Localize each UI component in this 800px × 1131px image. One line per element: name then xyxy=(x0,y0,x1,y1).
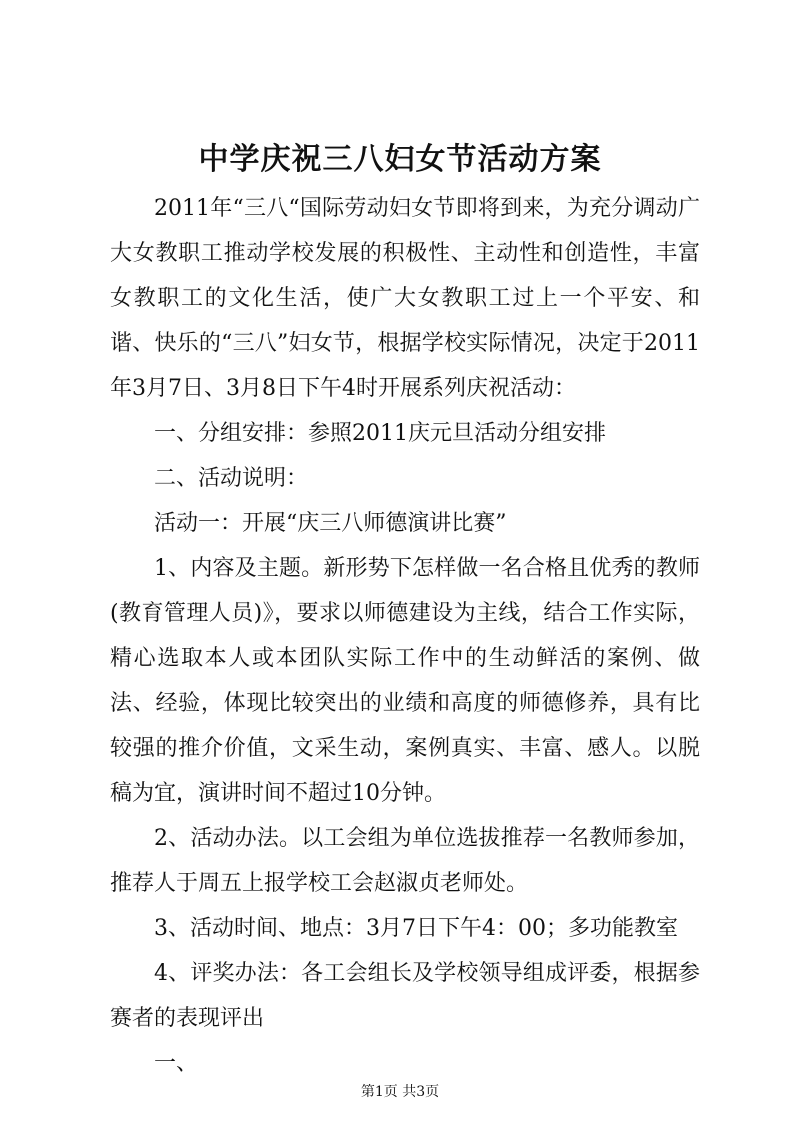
paragraph-trailing: 一、 xyxy=(154,1051,199,1076)
paragraph-judging: 4、评奖办法：各工会组长及学校领导组成评委，根据参赛者的表现评出 xyxy=(110,961,700,1031)
page-footer: 第1页 共3页 xyxy=(360,1084,440,1100)
paragraph-intro: 2011年“三八“国际劳动妇女节即将到来，为充分调动广大女教职工推动学校发展的积极性、主动性和创造性，丰富女教职工的文化生活，使广大女教职工过上一个平安、和谐、快乐的“三八”妇女节，根据学校实际情况，决定于2011年3月7日、3月8日下午4时开展系列庆祝活动： xyxy=(110,196,700,401)
document-body xyxy=(110,186,700,1086)
paragraph-method: 2、活动办法。以工会组为单位选拔推荐一名教师参加，推荐人于周五上报学校工会赵淑贞老师处。 xyxy=(110,826,700,896)
paragraph-time-place: 3、活动时间、地点：3月7日下午4：00；多功能教室 xyxy=(154,916,678,941)
paragraph-activity-one: 活动一：开展“庆三八师德演讲比赛” xyxy=(154,511,507,536)
document-title: 中学庆祝三八妇女节活动方案 xyxy=(198,142,602,177)
paragraph-activity-heading: 二、活动说明： xyxy=(154,466,309,491)
paragraph-content-theme: 1、内容及主题。新形势下怎样做一名合格且优秀的教师(教育管理人员)》，要求以师德建设为主线，结合工作实际，精心选取本人或本团队实际工作中的生动鲜活的案例、做法、经验，体现比较突出的业绩和高度的师德修养，具有比较强的推介价值，文采生动，案例真实、丰富、感人。以脱稿为宜，演讲时间不超过10分钟。 xyxy=(110,556,700,806)
paragraph-grouping: 一、分组安排：参照2011庆元旦活动分组安排 xyxy=(154,421,606,446)
